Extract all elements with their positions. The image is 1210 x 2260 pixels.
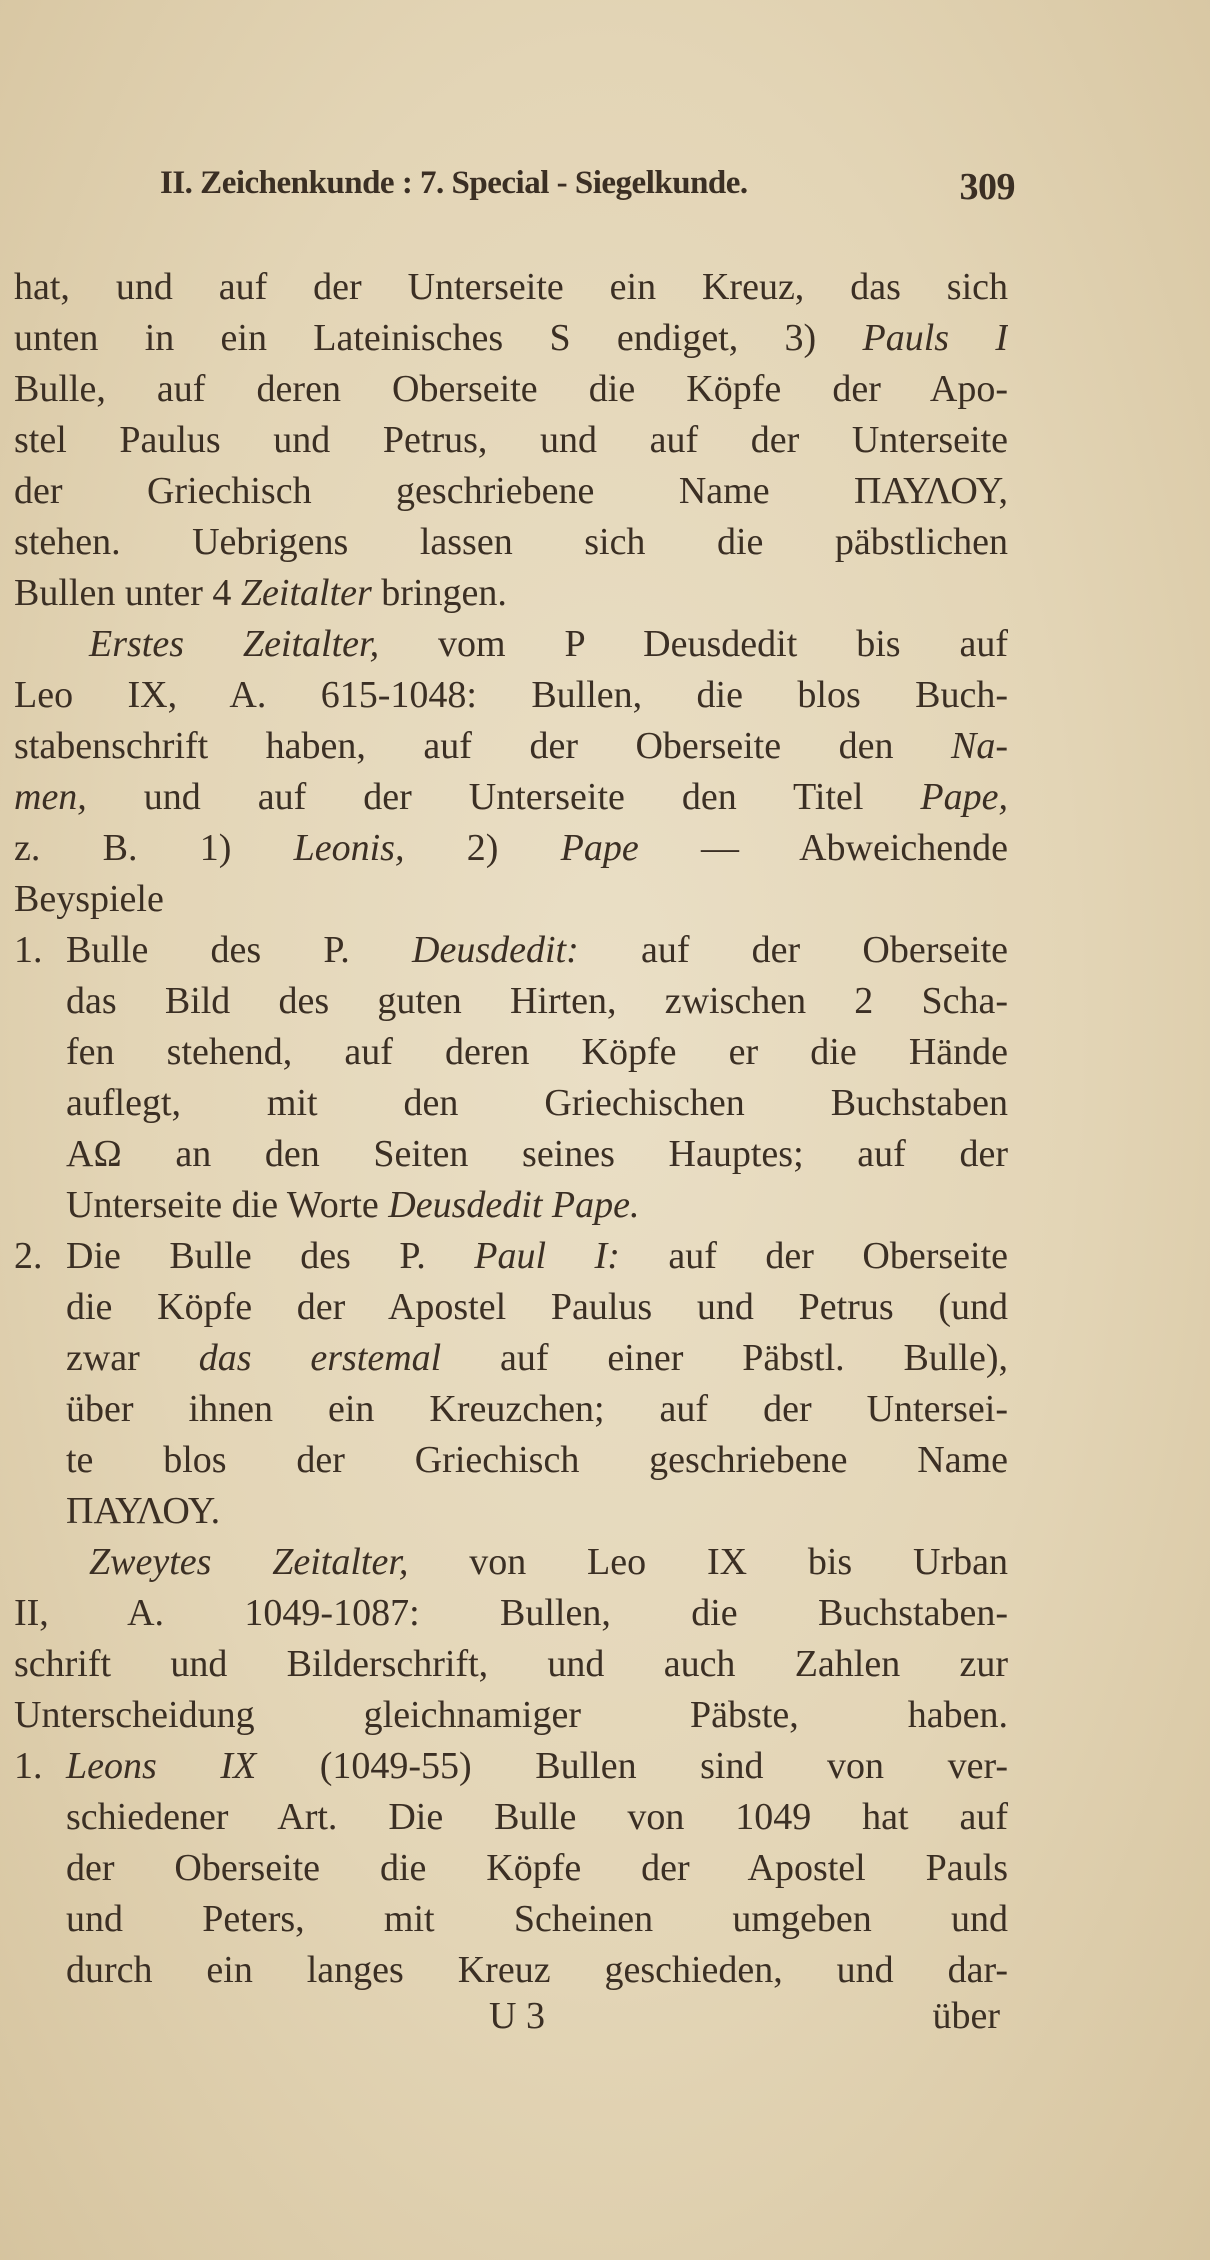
page-footer [14,1994,1008,2045]
text-line [14,1945,1008,1996]
text-segment: (1049-55) Bullen sind von ver- [256,1745,1008,1787]
text-line [14,1435,1008,1486]
text-line [14,1180,1008,1231]
italic-text: Paul I: [474,1235,620,1277]
text-segment: auf einer Päbstl. Bulle), [441,1337,1008,1379]
text-segment: te blos der Griechisch geschriebene Name [66,1439,1008,1481]
italic-text: Na- [951,725,1008,767]
text-line [14,721,1008,772]
italic-text: Leonis, [293,827,405,869]
italic-text: Pape [560,827,639,869]
list-number: 1. [14,929,43,971]
text-segment: auf der Oberseite [578,929,1008,971]
text-segment: — Abweichende [638,827,1008,869]
text-segment: stabenschrift haben, auf der Oberseite den [14,725,951,767]
text-line [14,1384,1008,1435]
italic-text: men, [14,776,87,818]
italic-text: Deusdedit: [412,929,579,971]
italic-text: Pape, [920,776,1008,818]
text-segment: der Griechisch geschriebene Name ΠΑΥΛΟΥ, [14,470,1008,512]
list-number: 2. [14,1235,43,1277]
text-segment: Bulle, auf deren Oberseite die Köpfe der Apo- [14,368,1008,410]
signature-mark: U 3 [489,1995,545,2037]
catchword: über [932,1995,1000,2037]
text-line [14,619,1008,670]
text-line [14,772,1008,823]
text-segment: schiedener Art. Die Bulle von 1049 hat auf [66,1796,1008,1838]
italic-text: Zeitalter [240,572,372,614]
text-segment: z. B. 1) [14,827,294,869]
text-segment: zwar [66,1337,199,1379]
italic-text: Leons IX [66,1745,257,1787]
italic-text: Erstes Zeitalter, [89,623,380,665]
text-segment: über ihnen ein Kreuzchen; auf der Untersei- [66,1388,1008,1430]
text-line [14,1843,1008,1894]
list-number: 1. [14,1745,43,1787]
text-segment: Die Bulle des P. [66,1235,475,1277]
page-number: 309 [959,166,1015,208]
italic-text: Zweytes Zeitalter, [89,1541,409,1583]
text-segment: Unterscheidung gleichnamiger Päbste, haben. [14,1694,1008,1736]
text-segment: Bulle des P. [66,929,413,971]
text-segment: bringen. [371,572,507,614]
text-segment: Leo IX, A. 615-1048: Bullen, die blos Buch- [14,674,1008,716]
text-line [14,823,1008,874]
text-segment: hat, und auf der Unterseite ein Kreuz, das sich [14,266,1008,308]
text-line [14,415,1008,466]
text-line [14,262,1008,313]
text-line [14,1792,1008,1843]
text-line [14,1690,1008,1741]
text-segment: auf der Oberseite [619,1235,1008,1277]
text-line [14,1894,1008,1945]
text-segment: durch ein langes Kreuz geschieden, und dar- [66,1949,1008,1991]
text-segment: 2) [404,827,561,869]
text-segment: stehen. Uebrigens lassen sich die päbstlichen [14,521,1008,563]
text-segment: die Köpfe der Apostel Paulus und Petrus (und [66,1286,1008,1328]
text-line [14,466,1008,517]
text-line [14,874,1008,925]
text-segment: das Bild des guten Hirten, zwischen 2 Scha- [66,980,1008,1022]
italic-text: Deusdedit Pape. [388,1184,640,1226]
text-segment: ΠΑΥΛΟΥ. [66,1490,221,1532]
text-line [14,976,1008,1027]
text-segment: der Oberseite die Köpfe der Apostel Pauls [66,1847,1008,1889]
text-segment: schrift und Bilderschrift, und auch Zahlen zur [14,1643,1008,1685]
text-segment: unten in ein Lateinisches S endiget, 3) [14,317,863,359]
italic-text: das erstemal [198,1337,442,1379]
text-line [14,670,1008,721]
text-segment: von Leo IX bis Urban [408,1541,1008,1583]
text-segment: Unterseite die Worte [66,1184,389,1226]
text-line [14,925,1008,976]
running-title: II. Zeichenkunde : 7. Special - Siegelkunde. [160,165,748,201]
text-segment: ΑΩ an den Seiten seines Hauptes; auf der [66,1133,1008,1175]
text-segment: Bullen unter 4 [14,572,241,614]
text-segment: II, A. 1049-1087: Bullen, die Buchstaben- [14,1592,1008,1634]
text-segment: und Peters, mit Scheinen umgeben und [66,1898,1008,1940]
text-segment: vom P Deusdedit bis auf [379,623,1008,665]
italic-text: Pauls I [862,317,1008,359]
text-segment: fen stehend, auf deren Köpfe er die Hände [66,1031,1008,1073]
text-line [14,1639,1008,1690]
text-line [14,1231,1008,1282]
text-line [14,313,1008,364]
text-segment: auflegt, mit den Griechischen Buchstaben [66,1082,1008,1124]
text-line [14,364,1008,415]
text-line [14,568,1008,619]
text-line [14,1282,1008,1333]
text-line [14,1588,1008,1639]
text-line [14,1129,1008,1180]
text-segment: Beyspiele [14,878,164,920]
text-line [14,1486,1008,1537]
text-line [14,1027,1008,1078]
text-line [14,1741,1008,1792]
text-segment: stel Paulus und Petrus, und auf der Unterseite [14,419,1008,461]
text-line [14,517,1008,568]
text-line [14,1078,1008,1129]
text-line [14,1537,1008,1588]
text-line [14,1333,1008,1384]
running-header [160,165,1015,215]
text-segment: und auf der Unterseite den Titel [86,776,921,818]
body-text [14,262,1008,1996]
